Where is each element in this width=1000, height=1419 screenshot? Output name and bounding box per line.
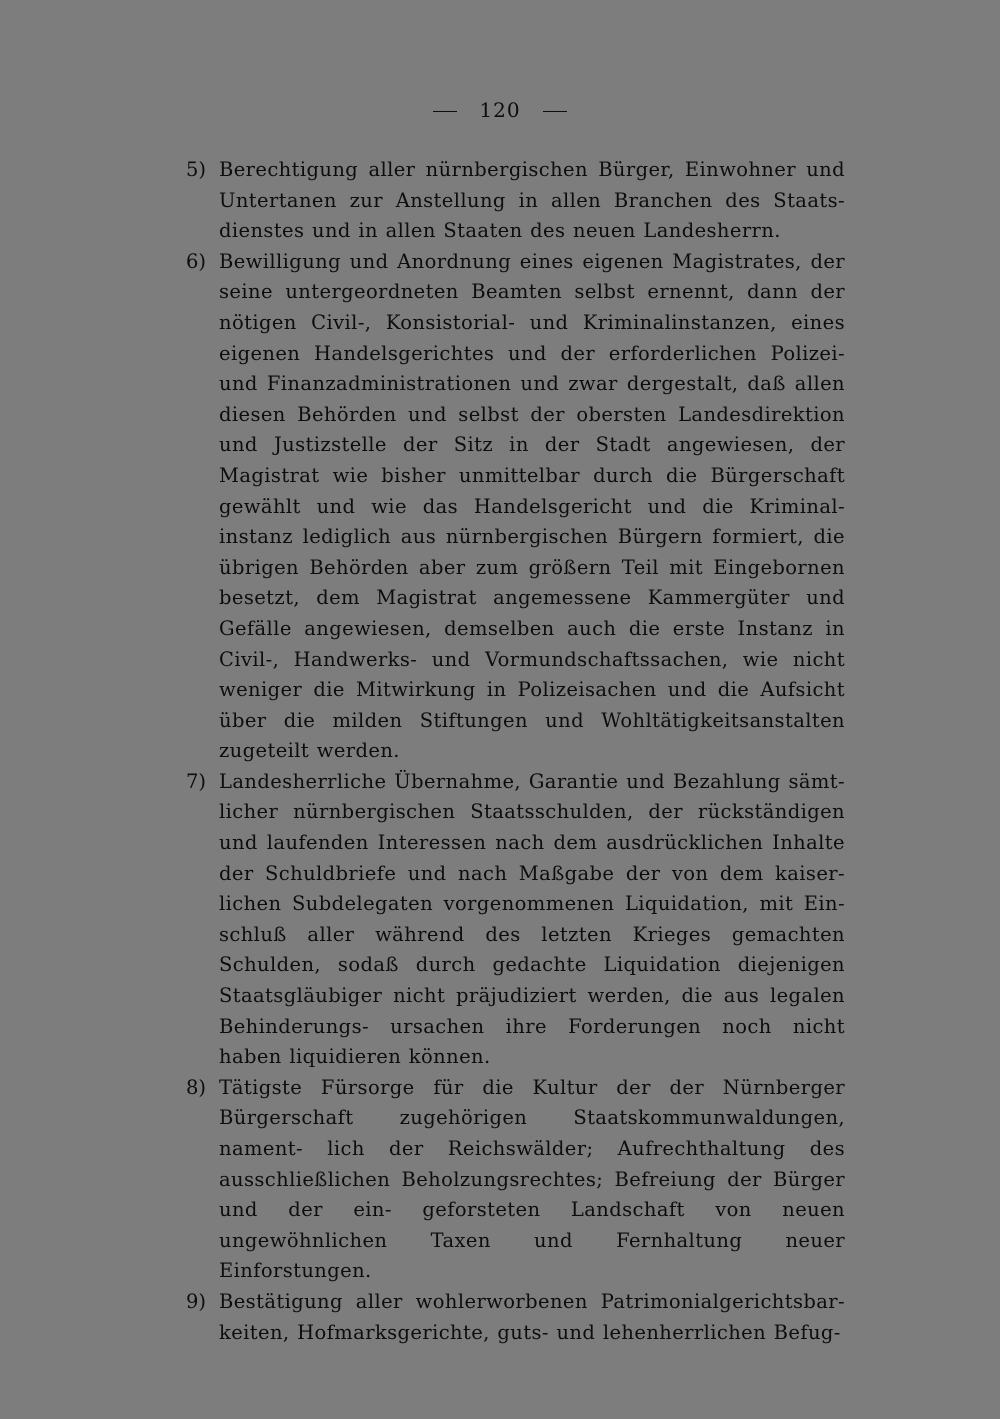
list-item xyxy=(186,1287,845,1348)
page-header xyxy=(0,98,1000,122)
item-number: 9) xyxy=(186,1289,207,1313)
item-text: Bewilligung und Anordnung eines eigenen Magistrates, der seine untergeordneten Beamten selbst ernennt, dann der nötigen Civil-, Konsistorial- und Kriminalinstanzen, eines eigenen Handelsgerichtes und der erforderlichen Polizei- und Finanzadministrationen und zwar dergestalt, daß allen diesen Behörden und selbst der obersten Landesdirektion und Justizstelle der Sitz in der Stadt angewiesen, der Magistrat wie bisher unmittelbar durch die Bürgerschaft gewählt und wie das Handelsgericht und die Kriminal- instanz lediglich aus nürnbergischen Bürgern formiert, die übrigen Behörden aber zum größern Teil mit Eingebornen besetzt, dem Magistrat angemessene Kammergüter und Gefälle angewiesen, demselben auch die erste Instanz in Civil-, Handwerks- und Vormundschaftssachen, wie nicht weniger die Mitwirkung in Polizeisachen und die Aufsicht über die milden Stiftungen und Wohltätigkeitsanstalten zugeteilt werden. xyxy=(219,249,845,763)
item-number: 6) xyxy=(186,249,207,273)
header-dash-right xyxy=(543,111,567,112)
item-text: Landesherrliche Übernahme, Garantie und Bezahlung sämt- licher nürnbergischen Staatsschulden, der rückständigen und laufenden Interessen nach dem ausdrücklichen Inhalte der Schuldbriefe und nach Maßgabe der von dem kaiser- lichen Subdelegaten vorgenommenen Liquidation, mit Ein- schluß aller während des letzten Krieges gemachten Schulden, sodaß durch gedachte Liquidation diejenigen Staatsgläubiger nicht präjudiziert werden, die aus legalen Behinderungs- ursachen ihre Forderungen noch nicht haben liquidieren können. xyxy=(219,769,845,1069)
item-number: 7) xyxy=(186,769,207,793)
header-dash-left xyxy=(433,111,457,112)
list-item xyxy=(186,1073,845,1287)
list-item xyxy=(186,767,845,1073)
item-text: Berechtigung aller nürnbergischen Bürger, Einwohner und Untertanen zur Anstellung in allen Branchen des Staats- dienstes und in allen Staaten des neuen Landesherrn. xyxy=(219,158,845,243)
item-number: 5) xyxy=(186,158,207,181)
item-text: Tätigste Fürsorge für die Kultur der der Nürnberger Bürgerschaft zugehörigen Staatskommunwaldungen, nament- lich der Reichswälder; Aufrechthaltung des ausschließlichen Beholzungsrechtes; Befreiung der Bürger und der ein- geforsteten Landschaft von neuen ungewöhnlichen Taxen und Fernhaltung neuer Einforstungen. xyxy=(219,1075,845,1283)
list-item xyxy=(186,155,845,247)
item-text: Bestätigung aller wohlerworbenen Patrimonialgerichtsbar- keiten, Hofmarksgerichte, guts- und lehenherrlichen Befug- xyxy=(219,1289,845,1344)
list-item xyxy=(186,247,845,767)
page-number: 120 xyxy=(479,98,521,122)
document-body xyxy=(186,155,845,1348)
item-number: 8) xyxy=(186,1075,207,1099)
